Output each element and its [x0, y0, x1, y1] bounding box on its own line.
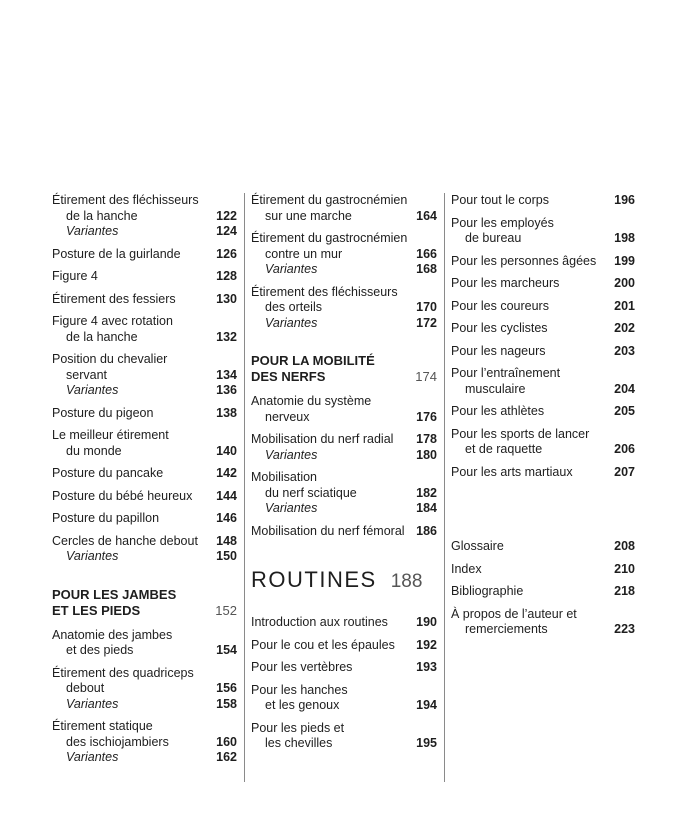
toc-entry[interactable]: [251, 285, 437, 332]
section-page-number: 174: [415, 369, 437, 384]
toc-entry-title: Étirement des quadriceps: [52, 665, 194, 680]
page-number: 148: [216, 533, 237, 548]
toc-entry-title: Étirement des fessiers: [52, 291, 176, 306]
toc-entry-title: Posture du pigeon: [52, 405, 154, 420]
toc-entry-title: Figure 4 avec rotation: [52, 314, 173, 328]
section-page-number: 152: [215, 602, 237, 618]
toc-entry-title: Variantes: [66, 549, 119, 563]
toc-entry-title: Figure 4: [52, 269, 98, 283]
toc-entry-line: [451, 344, 635, 360]
page-number: 223: [614, 622, 635, 636]
column-divider: [244, 193, 245, 782]
toc-entry-title: musculaire: [465, 381, 526, 396]
toc-entry-line: [451, 584, 635, 600]
spacer: [451, 487, 635, 539]
page-number: 207: [614, 464, 635, 479]
toc-entry-line: [451, 231, 635, 247]
page-number: 154: [216, 643, 237, 657]
page-number: 193: [416, 660, 437, 674]
toc-entry-title: Variantes: [66, 750, 119, 764]
toc-column-3: [451, 193, 635, 645]
page-number: 142: [216, 466, 237, 480]
toc-entry-line: [52, 628, 237, 644]
toc-entry-line: [451, 382, 635, 398]
toc-entry[interactable]: [251, 394, 437, 425]
toc-entry[interactable]: [52, 511, 237, 527]
toc-entry[interactable]: [52, 352, 237, 399]
toc-entry-title: des orteils: [265, 300, 322, 314]
toc-entry-title: Index: [451, 561, 482, 576]
toc-entry-line: [52, 383, 237, 399]
toc-entry[interactable]: [451, 539, 635, 555]
toc-entry[interactable]: [52, 193, 237, 240]
page-number: 168: [416, 262, 437, 276]
toc-entry[interactable]: [451, 584, 635, 600]
toc-entry-line: [451, 427, 635, 443]
toc-entry[interactable]: [251, 660, 437, 676]
page-number: 128: [216, 269, 237, 283]
toc-entry-title: Posture du pancake: [52, 466, 164, 480]
page-number: 190: [416, 615, 437, 629]
toc-entry-line: [52, 666, 237, 682]
toc-entry-title: Pour les marcheurs: [451, 276, 560, 290]
toc-entry-line: [251, 683, 437, 699]
toc-entry-title: Pour les personnes âgées: [451, 253, 597, 268]
toc-entry[interactable]: [52, 489, 237, 505]
section-heading-line: POUR LA MOBILITÉ: [251, 353, 375, 368]
toc-entry-line: [251, 410, 437, 426]
page-number: 136: [216, 383, 237, 397]
toc-entry-title: Pour les athlètes: [451, 404, 545, 418]
toc-entry-line: [251, 448, 437, 464]
toc-entry-title: Étirement statique: [52, 719, 153, 733]
toc-entry[interactable]: [451, 321, 635, 337]
toc-entry[interactable]: [251, 721, 437, 752]
toc-entry[interactable]: [52, 292, 237, 308]
toc-entry-title: Posture du papillon: [52, 511, 160, 525]
toc-entry[interactable]: [451, 427, 635, 458]
toc-entry-line: [251, 432, 437, 448]
page-number: 218: [614, 584, 635, 598]
toc-entry-line: [52, 466, 237, 482]
toc-entry-line: [251, 615, 437, 631]
toc-entry-line: [451, 216, 635, 232]
page-number: 146: [216, 511, 237, 525]
toc-entry-line: [251, 316, 437, 332]
toc-entry-title: Pour les nageurs: [451, 343, 546, 358]
page-number: 166: [416, 246, 437, 261]
toc-entry-title: Variantes: [66, 224, 119, 238]
page-number: 126: [216, 246, 237, 261]
toc-entry-line: [52, 750, 237, 766]
toc-entry[interactable]: [451, 607, 635, 638]
toc-entry-line: [251, 470, 437, 486]
toc-column-2: [251, 193, 437, 759]
toc-entry-title: Cercles de hanche debout: [52, 533, 198, 548]
toc-entry-line: [251, 736, 437, 752]
toc-entry[interactable]: [251, 432, 437, 463]
toc-entry-title: Mobilisation du nerf radial: [251, 432, 394, 446]
toc-entry-title: Pour les arts martiaux: [451, 464, 573, 479]
page-number: 182: [416, 485, 437, 500]
toc-entry[interactable]: [451, 344, 635, 360]
toc-entry-line: [451, 276, 635, 292]
toc-entry-title: Le meilleur étirement: [52, 428, 169, 442]
toc-entry-line: [52, 330, 237, 346]
toc-entry[interactable]: [451, 404, 635, 420]
toc-entry-line: [251, 524, 437, 540]
toc-entry[interactable]: [451, 299, 635, 315]
toc-entry-line: [52, 643, 237, 659]
toc-entry-title: Pour les vertèbres: [251, 660, 353, 674]
page-number: 186: [416, 523, 437, 538]
toc-entry[interactable]: [52, 534, 237, 565]
toc-entry-line: [52, 314, 237, 330]
toc-entry-line: [52, 444, 237, 460]
toc-entry-line: [451, 622, 635, 638]
toc-entry-line: [451, 366, 635, 382]
section-heading[interactable]: [251, 353, 437, 385]
toc-entry-line: [451, 404, 635, 420]
toc-entry-line: [251, 698, 437, 714]
toc-entry-title: debout: [66, 681, 105, 695]
section-heading-line: POUR LES JAMBES: [52, 586, 177, 602]
toc-entry[interactable]: [52, 247, 237, 263]
toc-entry-line: [251, 209, 437, 225]
toc-entry[interactable]: [251, 638, 437, 654]
toc-entry-line: [52, 209, 237, 225]
toc-column-1: [52, 193, 237, 773]
page-number: 156: [216, 681, 237, 695]
toc-entry-title: Introduction aux routines: [251, 615, 388, 629]
column-divider: [444, 193, 445, 782]
toc-entry-title: Pour les hanches: [251, 682, 348, 697]
toc-entry-line: [251, 660, 437, 676]
toc-entry-line: [251, 300, 437, 316]
toc-entry-line: [52, 292, 237, 308]
page-number: 130: [216, 291, 237, 306]
toc-entry-title: Pour les sports de lancer: [451, 426, 590, 441]
toc-entry-line: [451, 442, 635, 458]
toc-entry-title: et des pieds: [66, 643, 134, 657]
toc-entry-line: [451, 254, 635, 270]
toc-entry-title: Anatomie du système: [251, 394, 372, 408]
page-number: 122: [216, 208, 237, 223]
page-number: 203: [614, 343, 635, 358]
page-number: 205: [614, 404, 635, 418]
page-number: 176: [416, 409, 437, 424]
toc-entry-line: [52, 489, 237, 505]
toc-entry[interactable]: [251, 524, 437, 540]
page-number: 158: [216, 696, 237, 711]
toc-entry-line: [451, 299, 635, 315]
toc-entry-title: Étirement du gastrocnémien: [251, 231, 408, 245]
toc-entry-line: [251, 262, 437, 278]
toc-entry-line: [52, 269, 237, 285]
toc-entry-title: Étirement des fléchisseurs: [251, 284, 398, 299]
toc-entry[interactable]: [52, 628, 237, 659]
toc-entry[interactable]: [451, 366, 635, 397]
toc-entry-title: et les genoux: [265, 698, 340, 712]
toc-entry[interactable]: [52, 406, 237, 422]
page-number: 162: [216, 750, 237, 764]
toc-entry-title: Mobilisation: [251, 470, 318, 484]
page-number: 140: [216, 443, 237, 458]
toc-entry-line: [52, 697, 237, 713]
page-number: 195: [416, 736, 437, 750]
toc-entry-title: Variantes: [66, 383, 119, 397]
page-number: 210: [614, 561, 635, 576]
page-number: 200: [614, 276, 635, 290]
page-number: 144: [216, 488, 237, 503]
toc-entry[interactable]: [451, 276, 635, 292]
toc-entry[interactable]: [451, 193, 635, 209]
part-heading-page-number: 188: [390, 571, 423, 592]
toc-entry-title: Variantes: [66, 696, 119, 711]
toc-entry-line: [52, 549, 237, 565]
toc-entry-line: [52, 681, 237, 697]
toc-entry-title: Posture du bébé heureux: [52, 488, 193, 503]
toc-entry[interactable]: [451, 562, 635, 578]
toc-entry-line: [52, 247, 237, 263]
toc-entry-line: [251, 193, 437, 209]
toc-entry-title: Pour les pieds et: [251, 720, 345, 735]
page-number: 164: [416, 208, 437, 223]
toc-entry-title: Pour les employés: [451, 215, 554, 230]
page-number: 202: [614, 321, 635, 335]
page-number: 206: [614, 442, 635, 456]
page-number: 150: [216, 549, 237, 563]
toc-entry-title: sur une marche: [265, 208, 352, 223]
toc-entry[interactable]: [52, 314, 237, 345]
toc-entry-title: Variantes: [265, 501, 318, 515]
toc-entry-line: [251, 486, 437, 502]
toc-entry-line: [451, 607, 635, 623]
page-number: 132: [216, 329, 237, 344]
toc-entry-title: servant: [66, 367, 107, 382]
toc-entry-title: À propos de l’auteur et: [451, 606, 577, 621]
toc-entry[interactable]: [52, 719, 237, 766]
toc-entry-title: Pour les coureurs: [451, 298, 549, 313]
toc-entry[interactable]: [52, 466, 237, 482]
toc-entry-title: de bureau: [465, 231, 522, 245]
toc-entry-title: des ischiojambiers: [66, 734, 169, 749]
page-number: 198: [614, 231, 635, 245]
toc-entry-line: [251, 394, 437, 410]
toc-entry-line: [52, 406, 237, 422]
toc-entry-title: Variantes: [265, 447, 318, 462]
toc-entry[interactable]: [52, 428, 237, 459]
section-heading-line: ET LES PIEDS: [52, 602, 141, 618]
toc-entry-title: Pour les cyclistes: [451, 321, 548, 335]
section-heading[interactable]: [52, 587, 237, 619]
page-number: 184: [416, 501, 437, 515]
page-number: 134: [216, 367, 237, 382]
toc-entry-line: [52, 735, 237, 751]
toc-entry-line: [451, 465, 635, 481]
toc-entry-line: [52, 368, 237, 384]
toc-entry-line: [52, 428, 237, 444]
toc-entry[interactable]: [251, 615, 437, 631]
toc-entry-title: Anatomie des jambes: [52, 627, 173, 642]
page-number: 180: [416, 447, 437, 462]
page-number: 194: [416, 698, 437, 712]
toc-entry-title: Pour le cou et les épaules: [251, 637, 395, 652]
toc-entry-title: du nerf sciatique: [265, 485, 357, 500]
toc-entry-title: Pour l’entraînement: [451, 366, 561, 380]
toc-entry-line: [251, 638, 437, 654]
toc-entry-title: Posture de la guirlande: [52, 246, 181, 261]
toc-entry-line: [451, 321, 635, 337]
toc-entry[interactable]: [451, 465, 635, 481]
toc-entry-title: nerveux: [265, 409, 310, 424]
toc-entry[interactable]: [251, 683, 437, 714]
toc-entry-title: Position du chevalier: [52, 352, 168, 366]
toc-entry-title: Bibliographie: [451, 584, 524, 598]
section-heading-line: DES NERFS: [251, 369, 326, 384]
toc-entry-line: [451, 562, 635, 578]
part-heading-title: ROUTINES: [251, 567, 377, 592]
page-number: 172: [416, 315, 437, 330]
toc-entry-line: [251, 231, 437, 247]
toc-entry-line: [52, 193, 237, 209]
page-number: 199: [614, 253, 635, 268]
toc-entry[interactable]: [52, 269, 237, 285]
toc-entry-title: Étirement du gastrocnémien: [251, 193, 408, 207]
page-number: 208: [614, 539, 635, 553]
page-number: 124: [216, 224, 237, 238]
toc-entry-title: Étirement des fléchisseurs: [52, 193, 199, 207]
toc-entry-line: [251, 285, 437, 301]
toc-entry-title: Pour tout le corps: [451, 193, 549, 207]
toc-entry[interactable]: [52, 666, 237, 713]
toc-entry-title: remerciements: [465, 622, 548, 636]
page-number: 201: [614, 298, 635, 313]
toc-entry[interactable]: [451, 254, 635, 270]
toc-entry-title: et de raquette: [465, 442, 543, 456]
toc-entry-line: [451, 539, 635, 555]
page-number: 204: [614, 381, 635, 396]
toc-entry-title: de la hanche: [66, 208, 138, 223]
toc-entry-title: Variantes: [265, 262, 318, 276]
part-heading[interactable]: [251, 567, 437, 597]
toc-entry-line: [451, 193, 635, 209]
toc-entry-title: les chevilles: [265, 736, 333, 750]
page-number: 178: [416, 432, 437, 446]
page-number: 170: [416, 300, 437, 314]
toc-entry-line: [52, 511, 237, 527]
toc-entry-line: [52, 352, 237, 368]
toc-entry-line: [52, 534, 237, 550]
toc-entry[interactable]: [251, 231, 437, 278]
toc-entry-line: [251, 721, 437, 737]
toc-entry-title: contre un mur: [265, 246, 343, 261]
toc-entry-title: Mobilisation du nerf fémoral: [251, 523, 405, 538]
toc-entry-title: Glossaire: [451, 539, 504, 553]
toc-entry-title: du monde: [66, 443, 122, 458]
page-number: 196: [614, 193, 635, 207]
toc-entry-line: [251, 247, 437, 263]
toc-entry-title: Variantes: [265, 315, 318, 330]
toc-entry[interactable]: [451, 216, 635, 247]
toc-entry-title: de la hanche: [66, 329, 138, 344]
toc-entry-line: [251, 501, 437, 517]
toc-entry-line: [52, 224, 237, 240]
page-number: 138: [216, 405, 237, 420]
toc-entry[interactable]: [251, 470, 437, 517]
page-number: 160: [216, 734, 237, 749]
page-number: 192: [416, 637, 437, 652]
toc-entry-line: [52, 719, 237, 735]
toc-entry[interactable]: [251, 193, 437, 224]
